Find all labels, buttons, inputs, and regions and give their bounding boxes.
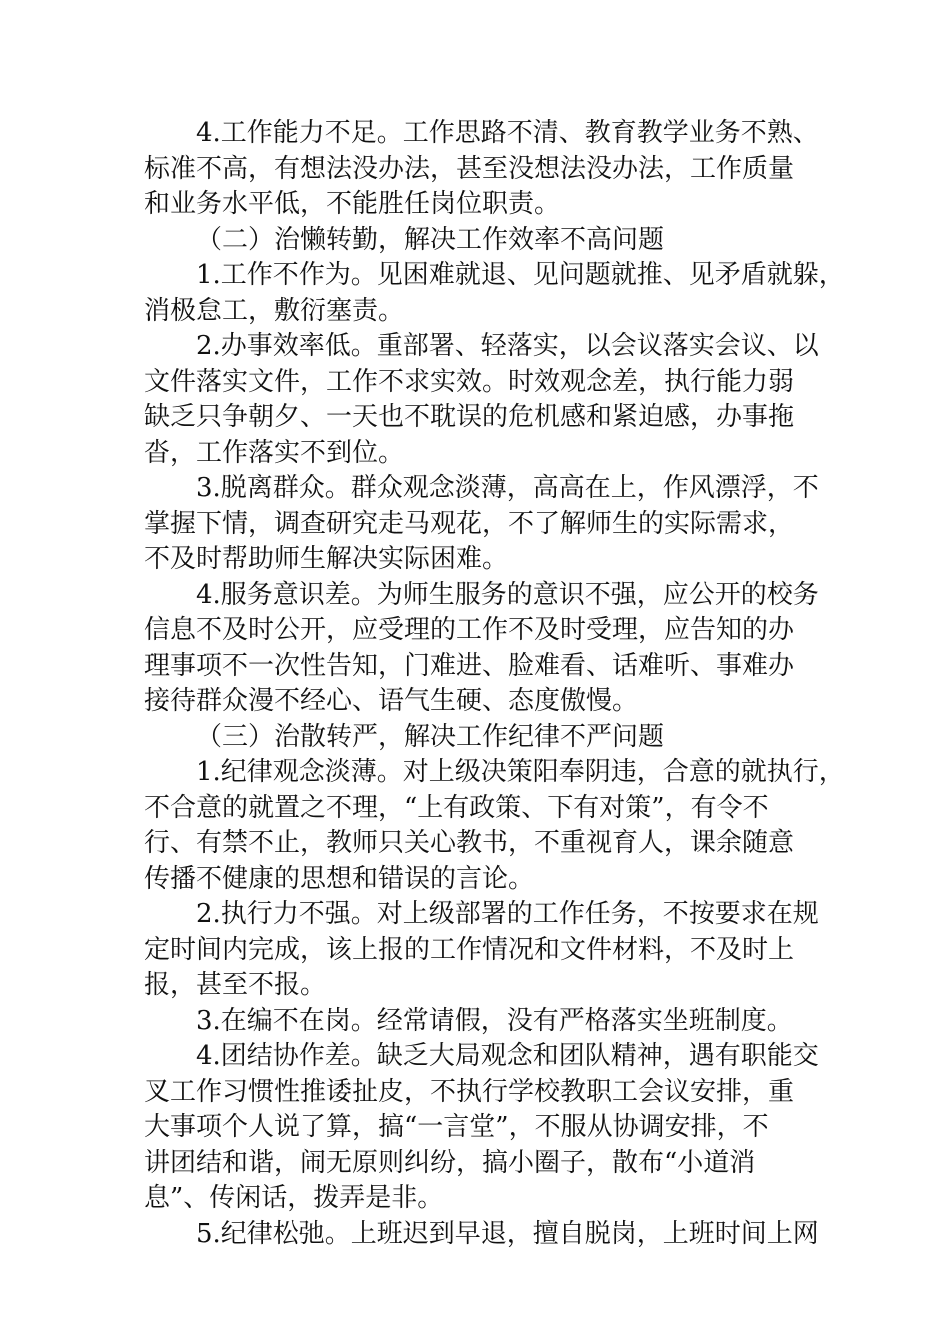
document-body: [144, 116, 845, 1252]
paragraph-line: 缺乏只争朝夕、一天也不耽误的危机感和紧迫感，办事拖: [144, 402, 795, 432]
paragraph-line: 不及时帮助师生解决实际困难。: [144, 544, 509, 574]
section-heading: （三）治散转严，解决工作纪律不严问题: [196, 721, 665, 752]
paragraph-line: 不合意的就置之不理，“上有政策、下有对策”，有令不: [144, 792, 769, 823]
paragraph-line: 叉工作习惯性推诿扯皮，不执行学校教职工会议安排，重: [144, 1076, 795, 1107]
paragraph-line: 讲团结和谐，闹无原则纠纷，搞小圈子，散布“小道消: [144, 1147, 756, 1178]
paragraph-line: 3.在编不在岗。经常请假，没有严格落实坐班制度。: [196, 1005, 793, 1036]
paragraph-line: 理事项不一次性告知，门难进、脸难看、话难听、事难办: [144, 650, 795, 681]
paragraph-line: 报，甚至不报。: [144, 970, 327, 1000]
paragraph-line: 3.脱离群众。群众观念淡薄，高高在上，作风漂浮，不: [196, 473, 819, 503]
paragraph-line: 掌握下情，调查研究走马观花，不了解师生的实际需求，: [144, 508, 795, 539]
paragraph-line: 消极怠工，敷衍塞责。: [144, 295, 405, 326]
paragraph-line: 息”、传闲话，拨弄是非。: [144, 1183, 444, 1213]
paragraph-line: 信息不及时公开，应受理的工作不及时受理，应告知的办: [144, 615, 795, 645]
section-heading: （二）治懒转勤，解决工作效率不高问题: [196, 224, 665, 255]
paragraph-line: 文件落实文件，工作不求实效。时效观念差，执行能力弱: [144, 366, 795, 397]
paragraph-line: 1.纪律观念淡薄。对上级决策阳奉阴违，合意的就执行，: [196, 757, 845, 787]
paragraph-line: 大事项个人说了算，搞“一言堂”，不服从协调安排，不: [144, 1112, 769, 1142]
paragraph-line: 传播不健康的思想和错误的言论。: [144, 863, 535, 894]
paragraph-line: 接待群众漫不经心、语气生硬、态度傲慢。: [144, 686, 639, 716]
paragraph-line: 和业务水平低，不能胜任岗位职责。: [144, 189, 561, 219]
paragraph-line: 沓，工作落实不到位。: [144, 437, 405, 468]
paragraph-line: 行、有禁不止，教师只关心教书，不重视育人，课余随意: [144, 828, 795, 858]
paragraph-line: 标准不高，有想法没办法，甚至没想法没办法，工作质量: [144, 153, 795, 184]
paragraph-line: 4.工作能力不足。工作思路不清、教育教学业务不熟、: [196, 118, 819, 148]
paragraph-line: 4.团结协作差。缺乏大局观念和团队精神，遇有职能交: [196, 1041, 819, 1071]
paragraph-line: 2.办事效率低。重部署、轻落实，以会议落实会议、以: [196, 331, 819, 361]
paragraph-line: 5.纪律松弛。上班迟到早退，擅自脱岗，上班时间上网: [196, 1218, 819, 1249]
paragraph-line: 1.工作不作为。见困难就退、见问题就推、见矛盾就躲，: [196, 260, 845, 290]
paragraph-line: 4.服务意识差。为师生服务的意识不强，应公开的校务: [196, 579, 819, 610]
paragraph-line: 2.执行力不强。对上级部署的工作任务，不按要求在规: [196, 899, 819, 929]
paragraph-line: 定时间内完成，该上报的工作情况和文件材料，不及时上: [144, 934, 795, 965]
